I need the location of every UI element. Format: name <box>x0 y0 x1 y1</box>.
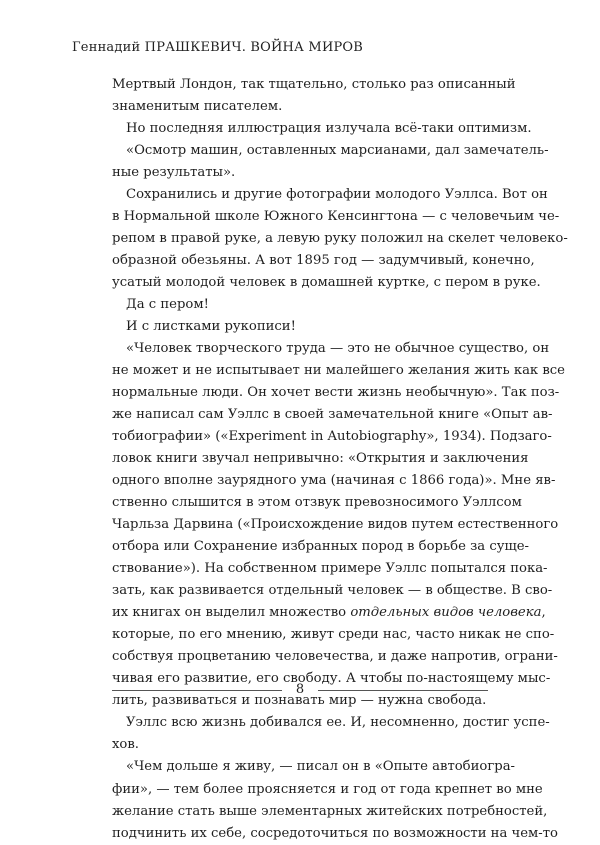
text-line: Чарльза Дарвина («Происхождение видов путем естественного <box>112 517 559 533</box>
text-line: репом в правой руке, а левую руку положил на скелет человеко- <box>112 231 568 247</box>
text-line: «Человек творческого труда — это не обычное существо, он <box>126 341 550 357</box>
text-line: собствуя процветанию человечества, и даже напротив, ограни- <box>112 649 558 665</box>
text-line: знаменитым писателем. <box>112 99 283 115</box>
text-line: же написал сам Уэллс в своей замечательной книге «Опыт ав- <box>112 407 553 423</box>
text-line: И с листками рукописи! <box>126 319 296 335</box>
text-line: одного вполне заурядного ума (начиная с 1866 года)». Мне яв- <box>112 473 556 489</box>
italic-phrase: отдельных видов человека <box>350 605 542 621</box>
page-number: 8 <box>295 682 305 697</box>
text-line: «Чем дольше я живу, — писал он в «Опыте автобиогра- <box>126 759 516 775</box>
text-line: ствование»). На собственном примере Уэллс попытался пока- <box>112 561 548 577</box>
text-line: ные результаты». <box>112 165 236 181</box>
text-line: образной обезьяны. А вот 1895 год — задумчивый, конечно, <box>112 253 535 269</box>
running-head <box>72 40 363 55</box>
text-line: лить, развиваться и познавать мир — нужна свобода. <box>112 693 487 709</box>
text-line: Мертвый Лондон, так тщательно, столько раз описанный <box>112 77 516 92</box>
text-line: тобиографии» («Experiment in Autobiography», 1934). Подзаго- <box>112 429 552 445</box>
text-line: которые, по его мнению, живут среди нас, часто никак не спо- <box>112 627 555 643</box>
text-line: Сохранились и другие фотографии молодого Уэллса. Вот он <box>126 187 548 203</box>
text-line: ственно слышится в этом отзвук превозносимого Уэллсом <box>112 495 522 511</box>
text-line: усатый молодой человек в домашней куртке, с пером в руке. <box>112 275 541 291</box>
text-line: хов. <box>112 737 139 753</box>
text-line: нормальные люди. Он хочет вести жизнь необычную». Так поз- <box>112 385 560 401</box>
text-line: Но последняя иллюстрация излучала всё-таки оптимизм. <box>126 121 532 137</box>
text-line: чивая его развитие, его свободу. А чтобы по-настоящему мыс- <box>112 671 551 687</box>
text-line: не может и не испытывает ни малейшего желания жить как все <box>112 363 565 379</box>
body-text <box>112 74 568 845</box>
text-line: «Осмотр машин, оставленных марсианами, дал замечатель- <box>126 143 549 159</box>
running-head-author: Геннадий <box>72 40 145 55</box>
running-head-title: ПРАШКЕВИЧ. ВОЙНА МИРОВ <box>144 40 364 55</box>
text-line-segment: их книгах он выделил множество <box>112 605 351 621</box>
text-line: Да с пером! <box>126 297 209 313</box>
text-line: зать, как развивается отдельный человек — в обществе. В сво- <box>112 583 553 599</box>
text-line: подчинить их себе, сосредоточиться по возможности на чем-то <box>112 825 558 841</box>
text-line-mixed <box>112 602 546 624</box>
text-line: ловок книги звучал непривычно: «Открытия и заключения <box>112 451 529 467</box>
text-line: в Нормальной школе Южного Кенсингтона — с человечьим че- <box>112 209 560 225</box>
text-line-segment: , <box>541 605 546 621</box>
text-line: отбора или Сохранение избранных пород в борьбе за суще- <box>112 539 530 555</box>
footer-rule-left <box>112 690 282 691</box>
text-line: Уэллс всю жизнь добивался ее. И, несомненно, достиг успе- <box>126 715 550 731</box>
text-line: фии», — тем более проясняется и год от года крепнет во мне <box>112 781 543 797</box>
footer-rule-right <box>318 690 488 691</box>
text-line: желание стать выше элементарных житейских потребностей, <box>112 803 548 819</box>
